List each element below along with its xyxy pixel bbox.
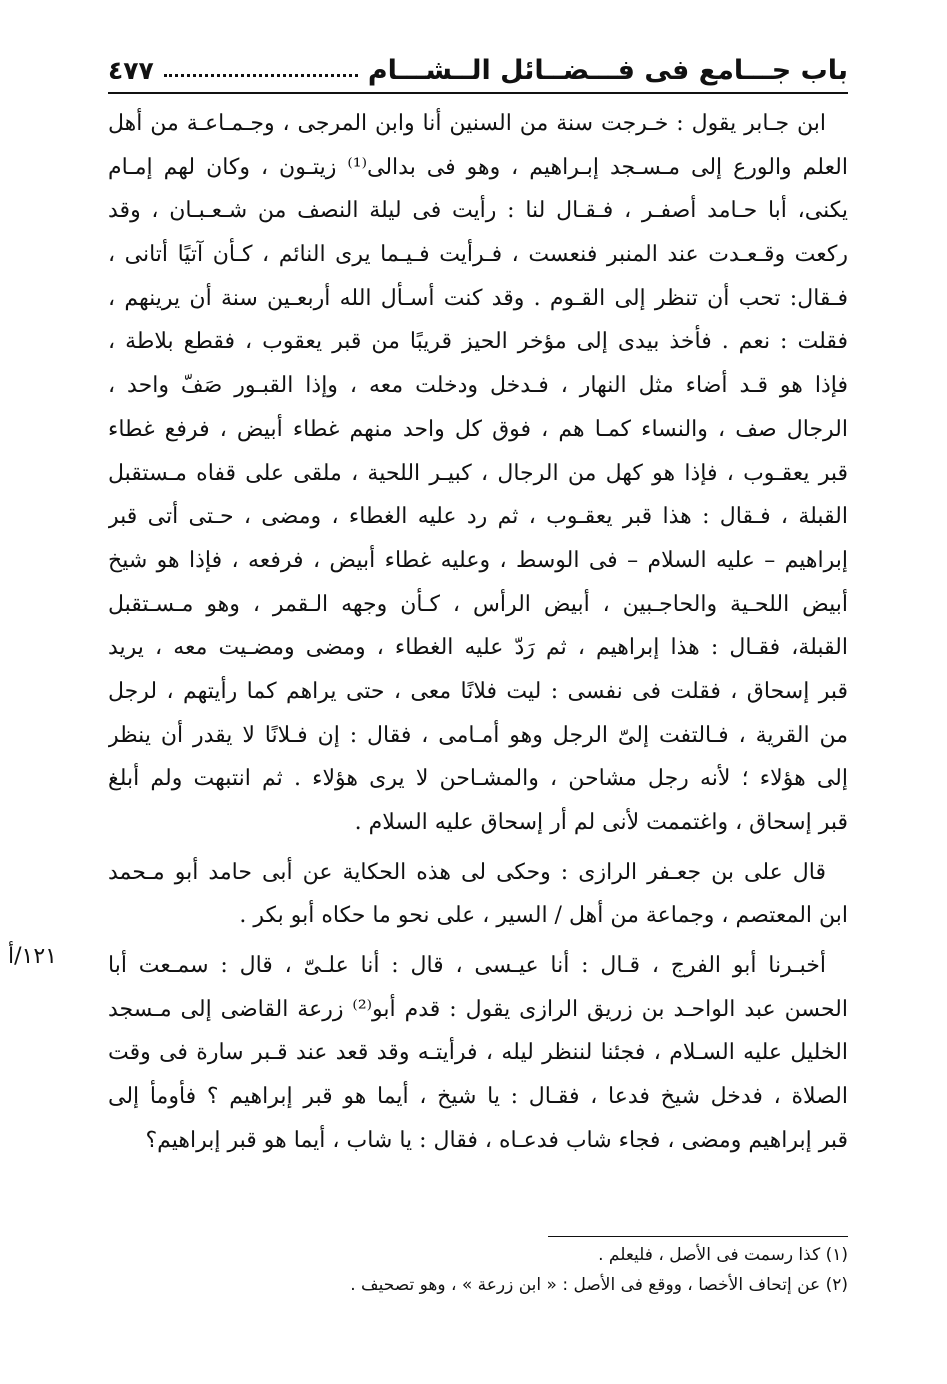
text-line: القبلة، فقـال : هذا إبراهيم ، ثم رَدّ عليه الغطاء ، ومضى ومضـيت معه ، يريد [108, 635, 848, 661]
folio-margin-note: ١٢١/أ [8, 944, 57, 969]
paragraph-3 [108, 944, 848, 1162]
text-line: القبلة ، فـقال : هذا قبر يعقـوب ، ثم رد عليه الغطاء ، ومضى ، حـتى أتى قبر [108, 504, 848, 530]
footnote-1: (١) كذا رسمت فى الأصل ، فليعلم . [598, 1245, 848, 1265]
text-line: فقلت : نعم . فأخذ بيدى إلى مؤخر الحيز قريبًا من قبر يعقوب ، فقطع بلاطة ، [108, 329, 848, 355]
text-line: ركعت وقـعـدت عند المنبر فنعست ، فـرأيت فـيـما يرى النائم ، كـأن آتيًا أتانى ، [108, 242, 848, 268]
text-line: قبر إسحاق ، فقلت فى نفسى : ليت فلانًا معى ، حتى يراهم كما رأيتهم ، لرجل [108, 678, 848, 704]
running-header [108, 48, 848, 94]
text-line: يكنى، أبا حـامد أصفـر ، فـقـال لنا : رأيت فى ليلة النصف من شـعـبـان ، وقد [108, 198, 848, 224]
text-line: من القرية ، فـالتفت إلىّ الرجل وهو أمـامى ، فقال : إن فـلانًا لا يقدر أن ينظر [108, 722, 848, 748]
text-line: الحسن عبد الواحـد بن زريق الرازى يقول : قدم أبو⁽²⁾ زرعة القاضى إلى مـسجد [108, 996, 848, 1022]
paragraph-2 [108, 851, 848, 938]
text-line: العلم والورع إلى مـسـجد إبـراهيم ، وهو فى بدالى⁽¹⁾ زيتـون ، وكان لهم إمـام [108, 154, 848, 180]
paragraph-1 [108, 102, 848, 845]
text-line: إلى هؤلاء ؛ لأنه رجل مشاحن ، والمشـاحن لا يرى هؤلاء . ثم انتبهت ولم أبلغ [108, 766, 848, 792]
chapter-title: باب جـــامع فى فـــضــائل الــشـــام [367, 54, 848, 86]
text-line: الخليل عليه السـلام ، فجئنا لننظر ليله ، فرأيتـه وقد قعد عند قـبر سارة فى وقت [108, 1040, 848, 1066]
text-line: الصلاة ، فدخل شيخ فدعا ، فقـال : يا شيخ ، أيما هو قبر إبراهيم ؟ فأومأ إلى [108, 1084, 848, 1110]
text-line: ابن جـابر يقول : خـرجت سنة من السنين أنا وابن المرجى ، وجـمـاعـة من أهل [108, 111, 826, 136]
text-line: قال على بن جعـفر الرازى : وحكى لى هذه الحكاية عن أبى حامد أبو مـحمد [108, 859, 826, 885]
footnotes [108, 1240, 848, 1300]
main-text [108, 102, 848, 1169]
header-dotted-leader [164, 74, 358, 77]
text-line: فإذا هو قـد أضاء مثل النهار ، فـدخل ودخلت معه ، وإذا القبـور صَفّ واحد ، [108, 373, 848, 399]
text-line: فـقال: تحب أن تنظر إلى القـوم . وقد كنت أسـأل الله أربعـين سنة أن يرينهم ، [108, 285, 848, 311]
text-line: ابن المعتصم ، وجماعة من أهل / السير ، على نحو ما حكاه أبو بكر . [239, 903, 848, 929]
text-line: أخبـرنا أبو الفرج ، قـال : أنا عيـسى ، قال : أنا علـىّ ، قال : سمـعت أبا [108, 953, 826, 979]
page-number: ٤٧٧ [108, 55, 154, 85]
text-line: قبر إسحاق ، واغتممت لأنى لم أر إسحاق عليه السلام . [354, 810, 848, 835]
text-line: قبر إبراهيم ومضى ، فجاء شاب فدعـاه ، فقال : يا شاب ، أيما هو قبر إبراهيم؟ [145, 1127, 848, 1153]
text-line: أبيض اللحـية والحاجـبين ، أبيض الرأس ، كـأن وجهه الـقمر ، وهو مـسـتقبل [108, 591, 848, 617]
footnote-separator [548, 1236, 848, 1237]
text-line: إبراهيم – عليه السلام – فى الوسط ، وعليه غطاء أبيض ، فرفعه ، فإذا هو شيخ [108, 547, 848, 573]
footnote-2: (٢) عن إتحاف الأخصا ، ووقع فى الأصل : « ابن زرعة » ، وهو تصحيف . [350, 1275, 848, 1295]
text-line: الرجال صف ، والنساء كمـا هم ، فوق كل واحد منهم غطاء أبيض ، فرفع غطاء [108, 416, 848, 442]
text-line: قبر يعقـوب ، فإذا هو كهل من الرجال ، كبيـر اللحية ، ملقى على قفاه مـستقبل [108, 460, 848, 486]
